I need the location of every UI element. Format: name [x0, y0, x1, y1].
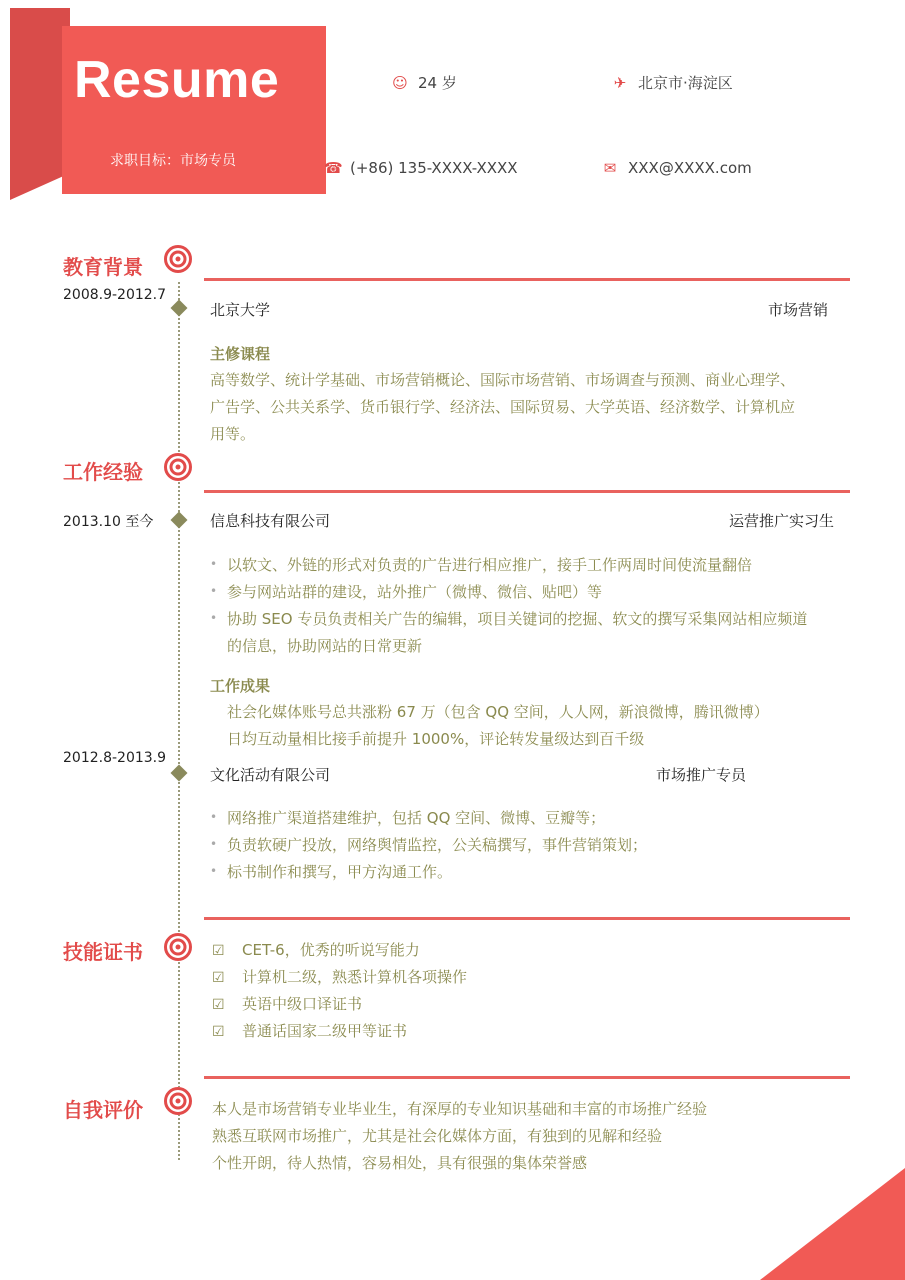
- target-icon: [164, 245, 192, 273]
- checkbox-icon: ☑: [212, 1024, 225, 1040]
- timeline-diamond: [171, 300, 188, 317]
- achievement-line: 社会化媒体账号总共涨粉 67 万（包含 QQ 空间，人人网，新浪微博，腾讯微博）: [227, 703, 769, 721]
- job-objective: 求职目标：市场专员: [110, 153, 236, 169]
- job-bullet-continued: 的信息，协助网站的日常更新: [227, 637, 423, 655]
- phone-text: (+86) 135-XXXX-XXXX: [350, 159, 518, 177]
- section-title-work: 工作经验: [63, 460, 143, 484]
- job-date: 2012.8-2013.9: [63, 750, 167, 766]
- major-name: 市场营销: [768, 301, 829, 319]
- self-eval-line: 熟悉互联网市场推广，尤其是社会化媒体方面，有独到的见解和经验: [212, 1127, 663, 1145]
- smile-icon: ☺: [392, 73, 408, 92]
- timeline-diamond: [171, 512, 188, 529]
- section-divider: [204, 1076, 850, 1079]
- checkbox-icon: ☑: [212, 997, 225, 1013]
- company-name: 信息科技有限公司: [210, 512, 331, 530]
- header-ribbon-fold: [10, 8, 70, 200]
- job-date: 2013.10 至今: [63, 514, 154, 530]
- self-eval-line: 个性开朗，待人热情，容易相处，具有很强的集体荣誉感: [212, 1154, 588, 1172]
- company-name: 文化活动有限公司: [210, 766, 331, 784]
- phone-icon: ☎: [324, 159, 343, 177]
- contact-age: [392, 72, 457, 93]
- courses-label: 主修课程: [210, 345, 271, 363]
- skill-item: ☑ 普通话国家二级甲等证书: [212, 1022, 408, 1040]
- section-divider: [204, 917, 850, 920]
- target-icon: [164, 453, 192, 481]
- job-bullet: • 网络推广渠道搭建维护，包括 QQ 空间、微博、豆瓣等；: [210, 809, 606, 827]
- section-title-education: 教育背景: [63, 255, 143, 279]
- section-divider: [204, 490, 850, 493]
- job-role: 市场推广专员: [656, 766, 747, 784]
- job-bullet: • 协助 SEO 专员负责相关广告的编辑，项目关键词的挖掘、软文的撰写采集网站相应频道: [210, 610, 808, 628]
- courses-line: 高等数学、统计学基础、市场营销概论、国际市场营销、市场调查与预测、商业心理学、: [210, 371, 796, 389]
- job-bullet: • 以软文、外链的形式对负责的广告进行相应推广，接手工作两周时间使流量翻倍: [210, 556, 753, 574]
- self-eval-line: 本人是市场营销专业毕业生，有深厚的专业知识基础和丰富的市场推广经验: [212, 1100, 708, 1118]
- contact-email: [602, 159, 752, 177]
- achievements-label: 工作成果: [210, 677, 271, 695]
- job-bullet: • 标书制作和撰写，甲方沟通工作。: [210, 863, 453, 881]
- section-title-self-eval: 自我评价: [63, 1098, 143, 1122]
- courses-line: 广告学、公共关系学、货币银行学、经济法、国际贸易、大学英语、经济数学、计算机应: [210, 398, 796, 416]
- achievement-line: 日均互动量相比接手前提升 1000%，评论转发量级达到百千级: [227, 730, 645, 748]
- mail-icon: ✉: [603, 159, 617, 177]
- target-icon: [164, 1087, 192, 1115]
- timeline-diamond: [171, 765, 188, 782]
- section-divider: [204, 278, 850, 281]
- job-bullet: • 负责软硬广投放，网络舆情监控，公关稿撰写，事件营销策划；: [210, 836, 648, 854]
- plane-icon: ✈: [613, 73, 627, 92]
- courses-line: 用等。: [210, 425, 256, 443]
- section-title-skills: 技能证书: [63, 940, 143, 964]
- contact-phone: [324, 159, 518, 177]
- checkbox-icon: ☑: [212, 943, 225, 959]
- school-name: 北京大学: [210, 301, 271, 319]
- resume-title: Resume: [74, 51, 280, 109]
- target-icon: [164, 933, 192, 961]
- corner-decoration: [760, 1168, 905, 1280]
- age-text: 24 岁: [418, 74, 457, 92]
- timeline-line: [178, 282, 180, 1160]
- email-text: XXX@XXXX.com: [628, 159, 752, 177]
- education-date: 2008.9-2012.7: [63, 287, 167, 303]
- job-role: 运营推广实习生: [729, 512, 835, 530]
- job-bullet: • 参与网站站群的建设，站外推广（微博、微信、贴吧）等: [210, 583, 603, 601]
- contact-location: [612, 72, 733, 93]
- skill-item: ☑ 英语中级口译证书: [212, 995, 363, 1013]
- skill-item: ☑ CET-6，优秀的听说写能力: [212, 941, 420, 959]
- skill-item: ☑ 计算机二级，熟悉计算机各项操作: [212, 968, 468, 986]
- checkbox-icon: ☑: [212, 970, 225, 986]
- location-text: 北京市·海淀区: [638, 74, 733, 92]
